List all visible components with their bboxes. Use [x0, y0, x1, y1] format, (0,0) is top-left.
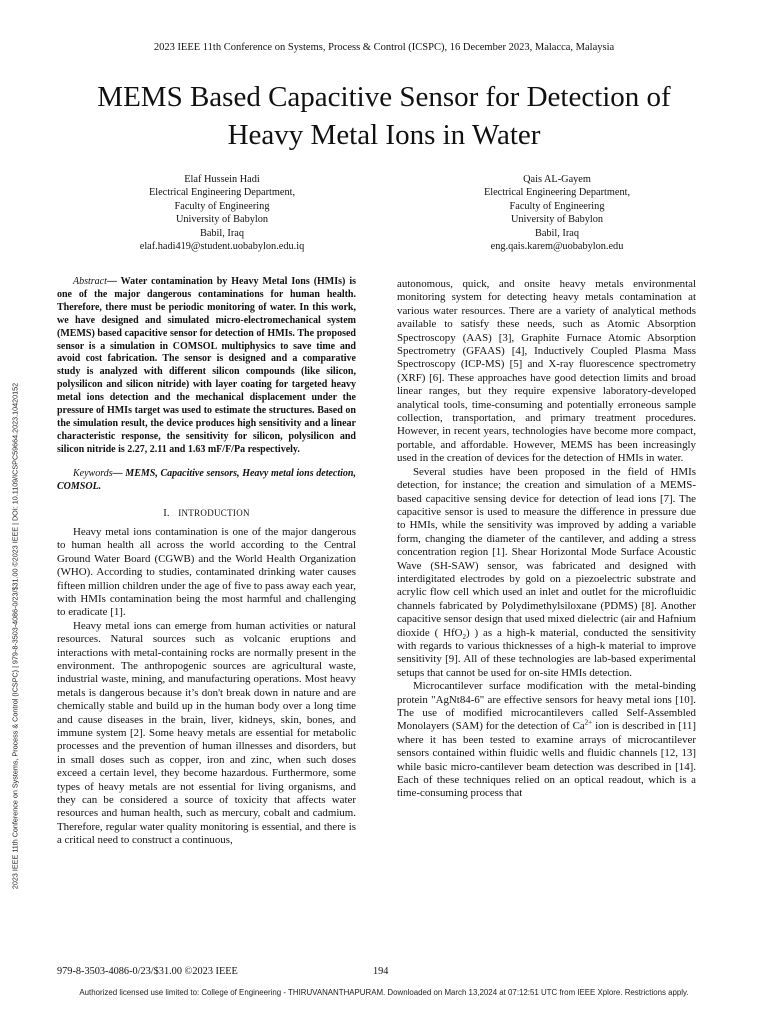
right-p2-text-b: ) ) as a high-k material, conducted the sensitivity with regards to various thicknesses of a high-k material to improve sensitivity [9]. All of these technologies are lab-based experimental setups that cannot be used for on-site HMIs detection.	[397, 626, 696, 679]
abstract-dash: —	[106, 276, 117, 287]
keywords-dash: —	[112, 467, 123, 479]
page-number: 194	[373, 966, 389, 977]
author-name: Qais AL-Gayem	[523, 174, 591, 185]
right-p3-text-a: Microcantilever surface modification with the metal-binding protein "AgNt84-6" are effective sensors for heavy metal ions [10]. The use of modified microcantilevers called Self-Assembled Monolayers (SAM) for the detection of Ca	[397, 680, 696, 733]
author-dept: Electrical Engineering Department,	[148, 187, 296, 199]
authorized-use-note: Authorized licensed use limited to: College of Engineering - THIRUVANANTHAPURAM. Downloaded on March 13,2024 at 07:12:51 UTC from IEEE Xplore. Restrictions apply.	[79, 988, 689, 997]
section-number: I.	[163, 507, 170, 519]
intro-paragraph-2: Heavy metal ions can emerge from human activities or natural resources. Natural sources such as volcanic eruptions and interactions with metal-containing rocks are normally present in the environment. The anthropogenic sources are agricultural waste, industrial waste, mining, and manufacturing operations. Most heavy metals is dangerous because it’s don't break down in nature and are chemically stable and build up in the human body over a long time and cause diseases in the brain, liver, kidneys, skin, bones, and immune system [2]. Some heavy metals are essential for metabolic processes and the prevention of human illnesses and disorders, but in small doses such as copper, iron and zinc, when such doses exceed a certain level, they become hazardous. Furthermore, some types of heavy metals are not essential for living organisms, and they can be considered a source of toxicity that affects water resources and human health, such as mercury, cobalt and cadmium. Therefore, regular water quality monitoring is essential, and there is a critical need to construct a continuous,	[57, 619, 356, 847]
author-email: elaf.hadi419@student.uobabylon.edu.iq	[139, 241, 305, 253]
author-university: University of Babylon	[510, 214, 604, 226]
side-doi-text: 2023 IEEE 11th Conference on Systems, Process & Control (ICSPC) | 979-8-3503-4086-0/23/$31.00 ©2023 IEEE | DOI: 10.1109/ICSPC59664.2023.10420152	[10, 382, 20, 890]
right-p2-text-a: Several studies have been proposed in the field of HMIs detection, for instance; the creation and simulation of a MEMS-based capacitive sensing device for detection of lead ions [7]. The capacitive sensor is used to measure the difference in pressure due to HMIs, while the sensitivity was improved by adding a variable form, changing the diameter of the cantilever, and adding a stress concentration region [1]. Shear Horizontal Mode Surface Acoustic Wave (SH-SAW) sensor, was fabricated and designed with interdigitated electrodes by gold on a piezoelectric substrate and acrylic flow cell which used an inlet and outlet for the microfluidic channels fabricated by Polydimethylsiloxane (PDMS) [8]. Another capacitive sensor design that used mixed dielectric (air and Hafnium dioxide ( HfO	[397, 465, 696, 639]
keywords-label: Keywords	[73, 467, 113, 479]
author-email: eng.qais.karem@uobabylon.edu	[490, 241, 624, 253]
keywords	[57, 468, 356, 494]
abstract	[57, 276, 356, 457]
abstract-text: Water contamination by Heavy Metal Ions (HMIs) is one of the major dangerous contaminations for human health. Therefore, there must be periodic monitoring of water. In this work, we have designed and simulated micro-electromechanical system (MEMS) based capacitive sensor for detection of HMIs. The proposed sensor is a simulation in COMSOL multiphysics to save time and avoid cost fabrication. The sensor is designed and a comparative study is analyzed with different silicon compounds (like silicon, polysilicon and silicon nitride) with layer coating for targeted heavy metal ions detection and the mechanical displacement under the pressure of HMIs target was used to estimate the structures. Based on the simulation result, the device produces high sensitivity and a linear characteristic response, the sensitivity for silicon, polysilicon and silicon nitride is 2.27, 2.11 and 1.63 mF/F/Pa respectively.	[57, 276, 356, 455]
right-column	[397, 278, 696, 801]
author-name: Elaf Hussein Hadi	[184, 174, 260, 185]
author-city: Babil, Iraq	[534, 227, 580, 239]
section-heading-introduction	[57, 507, 356, 520]
author-dept: Electrical Engineering Department,	[483, 187, 631, 199]
author-city: Babil, Iraq	[199, 227, 245, 239]
title-line-1: MEMS Based Capacitive Sensor for Detection of	[97, 81, 671, 113]
conference-header: 2023 IEEE 11th Conference on Systems, Process & Control (ICSPC), 16 December 2023, Malacca, Malaysia	[153, 42, 615, 53]
footer-isbn: 979-8-3503-4086-0/23/$31.00 ©2023 IEEE	[57, 966, 238, 977]
title-line-2: Heavy Metal Ions in Water	[227, 119, 541, 151]
author-block-2	[427, 173, 687, 253]
side-doi-note	[9, 296, 21, 976]
right-paragraph-3	[397, 680, 696, 801]
right-paragraph-1: autonomous, quick, and onsite heavy metals environmental monitoring system for detecting heavy metals contamination at various water resources. There are a variety of analytical methods available to satisfy these needs, such as Atomic Absorption Spectroscopy (AAS) [3], Graphite Furnace Atomic Absorption Spectrometry (GFAAS) [4], Inductively Coupled Plasma Mass Spectroscopy (ICP-MS) [5] and X-ray fluorescence spectrometry (XRF) [6]. These approaches have good detection limits and broad linear ranges, but they require expensive laboratory-developed analytical tools, time-consuming and potentially erroneous sample collection, transportation, and primary treatment procedures. However, in recent years, technologies have become more compact, portable, and affordable. However, MEMS has been increasingly used in the creation of devices for the detection of HMIs in water.	[397, 278, 696, 465]
ca-superscript: 2+	[584, 718, 593, 727]
left-column	[57, 276, 356, 848]
intro-paragraph-1: Heavy metal ions contamination is one of the major dangerous to human health all across the world according to the Central Ground Water Board (CGWB) and the World Health Organization (WHO). According to studies, contaminated drinking water causes fifteen million children under the age of five to pass away each year, with HMIs contamination being the most harmful and challenging to eradicate [1].	[57, 525, 356, 619]
right-paragraph-2	[397, 466, 696, 681]
section-title: INTRODUCTION	[178, 507, 250, 518]
keywords-text: MEMS, Capacitive sensors, Heavy metal ions detection, COMSOL.	[57, 467, 356, 492]
right-p3-text-b: ion is described in [11] where it has been tested to examine arrays of microcantilever sensors contained within fluidic wells and fluidic channels [12, 13] while basic micro-cantilever beam detection was described in [14]. Each of these techniques relied on an optical readout, which is a time-consuming process that	[397, 720, 696, 800]
author-faculty: Faculty of Engineering	[509, 200, 605, 212]
paper-title	[40, 78, 728, 154]
author-university: University of Babylon	[175, 214, 269, 226]
author-faculty: Faculty of Engineering	[174, 200, 270, 212]
abstract-label: Abstract	[73, 276, 107, 287]
author-block-1	[92, 173, 352, 253]
hfo2-subscript: 2	[462, 632, 466, 641]
